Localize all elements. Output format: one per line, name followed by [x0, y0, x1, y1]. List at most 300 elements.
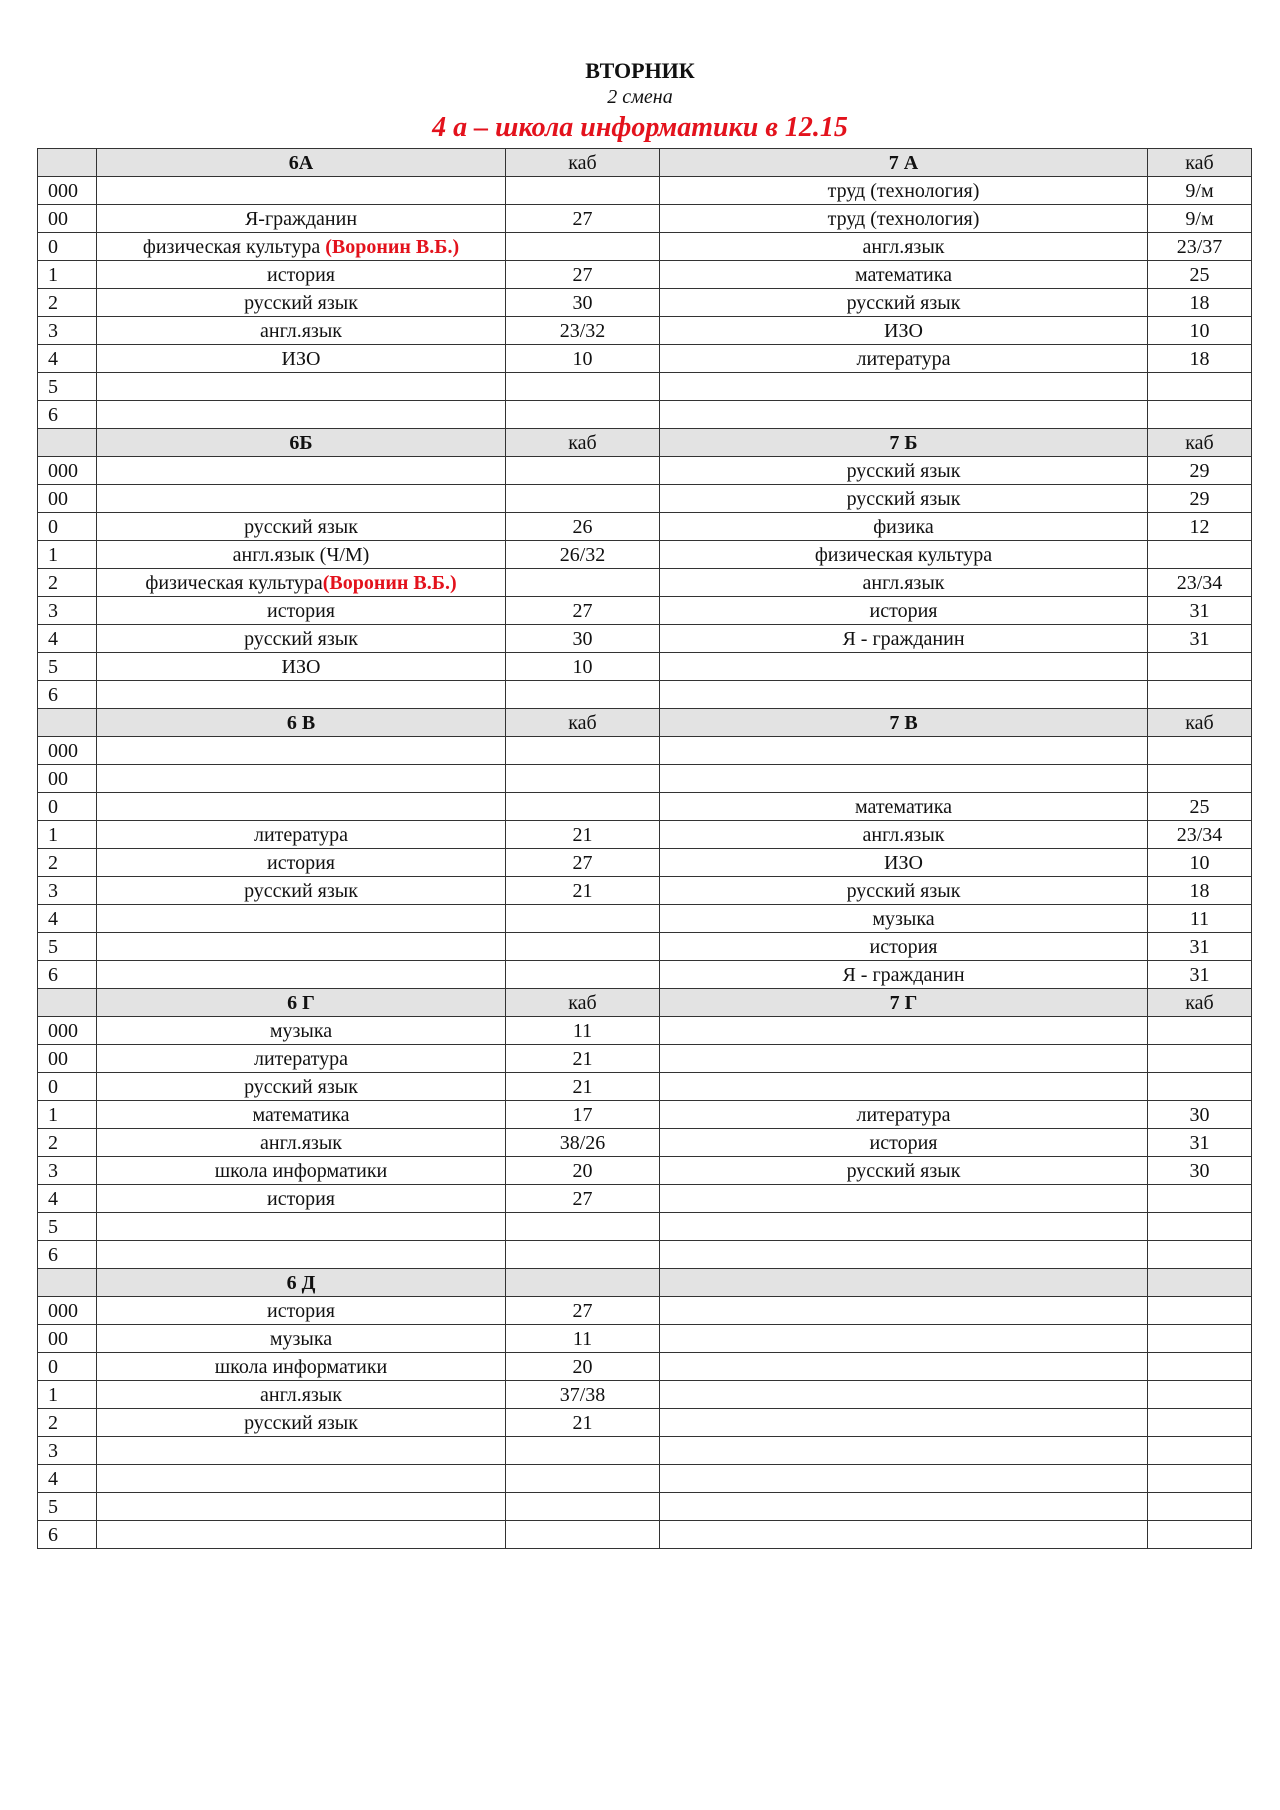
right-room	[1148, 737, 1252, 765]
lesson-row	[38, 317, 1252, 345]
right-subject	[660, 1465, 1148, 1493]
left-subject-cell	[97, 681, 506, 709]
left-subject-cell	[97, 1073, 506, 1101]
right-subject: литература	[660, 345, 1148, 373]
left-room: 27	[506, 849, 660, 877]
left-subject: Я-гражданин	[244, 207, 358, 230]
right-room: 29	[1148, 485, 1252, 513]
left-subject-cell	[97, 1185, 506, 1213]
right-room-header: каб	[1148, 149, 1252, 177]
right-subject	[660, 1185, 1148, 1213]
right-subject	[660, 1409, 1148, 1437]
left-room: 27	[506, 261, 660, 289]
lesson-number: 1	[38, 541, 97, 569]
right-subject: музыка	[660, 905, 1148, 933]
left-subject: русский язык	[244, 515, 358, 538]
lesson-row	[38, 1185, 1252, 1213]
left-subject: литература	[253, 1047, 348, 1070]
left-room	[506, 373, 660, 401]
left-room: 21	[506, 1045, 660, 1073]
lesson-row	[38, 569, 1252, 597]
right-subject: англ.язык	[660, 821, 1148, 849]
left-subject: школа информатики	[214, 1159, 388, 1182]
left-subject-cell	[97, 877, 506, 905]
left-room	[506, 1493, 660, 1521]
right-room: 12	[1148, 513, 1252, 541]
header-blank-cell	[38, 429, 97, 457]
left-room-header: каб	[506, 709, 660, 737]
lesson-row	[38, 457, 1252, 485]
lesson-number: 000	[38, 457, 97, 485]
left-room: 17	[506, 1101, 660, 1129]
left-class-name: 6 Г	[97, 989, 506, 1017]
left-subject-cell	[97, 653, 506, 681]
right-subject	[660, 401, 1148, 429]
left-subject-cell	[97, 765, 506, 793]
right-subject	[660, 1241, 1148, 1269]
left-subject: англ.язык	[259, 319, 342, 342]
left-subject: русский язык	[244, 1075, 358, 1098]
right-room: 23/34	[1148, 821, 1252, 849]
lesson-number: 00	[38, 485, 97, 513]
class-header-row	[38, 149, 1252, 177]
left-subject-cell	[97, 1521, 506, 1549]
left-room-header	[506, 1269, 660, 1297]
right-subject	[660, 737, 1148, 765]
left-room: 26	[506, 513, 660, 541]
lesson-row	[38, 1045, 1252, 1073]
lesson-number: 6	[38, 961, 97, 989]
right-subject: история	[660, 933, 1148, 961]
class-header-row	[38, 709, 1252, 737]
left-room	[506, 569, 660, 597]
right-room: 31	[1148, 625, 1252, 653]
left-subject-cell	[97, 625, 506, 653]
lesson-row	[38, 681, 1252, 709]
right-room	[1148, 541, 1252, 569]
right-room	[1148, 1241, 1252, 1269]
right-room: 25	[1148, 261, 1252, 289]
right-class-name	[660, 1269, 1148, 1297]
right-subject: англ.язык	[660, 233, 1148, 261]
left-room	[506, 401, 660, 429]
right-class-name: 7 Б	[660, 429, 1148, 457]
right-subject	[660, 1045, 1148, 1073]
left-room	[506, 961, 660, 989]
right-subject	[660, 765, 1148, 793]
right-room	[1148, 1297, 1252, 1325]
left-subject-cell	[97, 849, 506, 877]
left-subject-cell	[97, 933, 506, 961]
left-room: 10	[506, 653, 660, 681]
right-class-name: 7 В	[660, 709, 1148, 737]
header-blank-cell	[38, 149, 97, 177]
lesson-number: 000	[38, 737, 97, 765]
lesson-row	[38, 1101, 1252, 1129]
left-subject-cell	[97, 1325, 506, 1353]
right-class-name: 7 Г	[660, 989, 1148, 1017]
lesson-row	[38, 1073, 1252, 1101]
lesson-number: 2	[38, 849, 97, 877]
left-room: 37/38	[506, 1381, 660, 1409]
left-subject: история	[267, 599, 335, 622]
left-room	[506, 765, 660, 793]
lesson-row	[38, 177, 1252, 205]
left-room: 21	[506, 1409, 660, 1437]
left-subject-cell	[97, 1353, 506, 1381]
lesson-row	[38, 1157, 1252, 1185]
lesson-number: 4	[38, 1465, 97, 1493]
right-room	[1148, 1017, 1252, 1045]
left-room	[506, 1241, 660, 1269]
right-subject	[660, 681, 1148, 709]
left-room-header: каб	[506, 429, 660, 457]
left-subject-cell	[97, 961, 506, 989]
right-room-header: каб	[1148, 429, 1252, 457]
right-room: 31	[1148, 1129, 1252, 1157]
right-subject	[660, 1325, 1148, 1353]
left-room: 27	[506, 1185, 660, 1213]
right-room	[1148, 1045, 1252, 1073]
left-room	[506, 1437, 660, 1465]
lesson-row	[38, 401, 1252, 429]
left-subject: история	[267, 851, 335, 874]
left-room: 26/32	[506, 541, 660, 569]
lesson-number: 5	[38, 653, 97, 681]
lesson-row	[38, 1325, 1252, 1353]
lesson-row	[38, 597, 1252, 625]
right-subject	[660, 373, 1148, 401]
lesson-number: 5	[38, 933, 97, 961]
left-subject-cell	[97, 1465, 506, 1493]
header-blank-cell	[38, 709, 97, 737]
right-subject	[660, 1493, 1148, 1521]
lesson-number: 2	[38, 1129, 97, 1157]
left-subject: англ.язык	[259, 1131, 342, 1154]
lesson-row	[38, 1129, 1252, 1157]
left-subject-cell	[97, 1493, 506, 1521]
left-subject: история	[267, 263, 335, 286]
lesson-number: 00	[38, 765, 97, 793]
lesson-number: 1	[38, 1381, 97, 1409]
right-room: 11	[1148, 905, 1252, 933]
lesson-number: 000	[38, 1297, 97, 1325]
left-room	[506, 1465, 660, 1493]
right-room: 9/м	[1148, 205, 1252, 233]
left-room	[506, 1213, 660, 1241]
lesson-number: 1	[38, 1101, 97, 1129]
teacher-name: (Воронин В.Б.)	[325, 235, 460, 258]
lesson-row	[38, 373, 1252, 401]
right-subject: труд (технология)	[660, 205, 1148, 233]
right-room: 10	[1148, 849, 1252, 877]
right-room	[1148, 373, 1252, 401]
left-room: 20	[506, 1353, 660, 1381]
lesson-number: 00	[38, 1045, 97, 1073]
left-subject-cell	[97, 1297, 506, 1325]
left-subject-cell	[97, 597, 506, 625]
left-class-name: 6Б	[97, 429, 506, 457]
right-subject	[660, 1017, 1148, 1045]
header-blank-cell	[38, 989, 97, 1017]
left-subject: ИЗО	[281, 655, 321, 678]
left-subject-cell	[97, 737, 506, 765]
lesson-row	[38, 821, 1252, 849]
left-room	[506, 457, 660, 485]
lesson-row	[38, 1437, 1252, 1465]
page-title: ВТОРНИК	[585, 58, 695, 83]
right-subject: Я - гражданин	[660, 625, 1148, 653]
left-subject-cell	[97, 485, 506, 513]
lesson-row	[38, 205, 1252, 233]
lesson-number: 3	[38, 317, 97, 345]
right-room	[1148, 1409, 1252, 1437]
left-subject-cell	[97, 1213, 506, 1241]
lesson-number: 0	[38, 1073, 97, 1101]
lesson-row	[38, 513, 1252, 541]
left-subject-cell	[97, 1409, 506, 1437]
lesson-number: 2	[38, 569, 97, 597]
right-subject: математика	[660, 793, 1148, 821]
left-room	[506, 681, 660, 709]
class-header-row	[38, 989, 1252, 1017]
left-subject-cell	[97, 205, 506, 233]
lesson-row	[38, 1521, 1252, 1549]
lesson-row	[38, 233, 1252, 261]
left-subject: русский язык	[244, 1411, 358, 1434]
left-subject-cell	[97, 373, 506, 401]
left-subject: русский язык	[244, 627, 358, 650]
lesson-row	[38, 849, 1252, 877]
right-subject: русский язык	[660, 877, 1148, 905]
left-subject-cell	[97, 1101, 506, 1129]
lesson-row	[38, 345, 1252, 373]
left-subject: школа информатики	[214, 1355, 388, 1378]
lesson-number: 5	[38, 1493, 97, 1521]
left-class-name: 6 В	[97, 709, 506, 737]
left-room	[506, 1521, 660, 1549]
lesson-number: 3	[38, 1437, 97, 1465]
right-room: 23/34	[1148, 569, 1252, 597]
left-room	[506, 233, 660, 261]
left-subject: англ.язык	[259, 1383, 342, 1406]
left-subject: физическая культура	[145, 571, 323, 594]
right-room: 18	[1148, 345, 1252, 373]
left-subject-cell	[97, 1017, 506, 1045]
lesson-row	[38, 1213, 1252, 1241]
lesson-number: 6	[38, 401, 97, 429]
lesson-row	[38, 541, 1252, 569]
left-room: 21	[506, 1073, 660, 1101]
left-subject-cell	[97, 261, 506, 289]
header-blank-cell	[38, 1269, 97, 1297]
lesson-number: 6	[38, 1241, 97, 1269]
lesson-number: 6	[38, 1521, 97, 1549]
left-room: 20	[506, 1157, 660, 1185]
left-subject-cell	[97, 177, 506, 205]
left-subject-cell	[97, 905, 506, 933]
right-subject: математика	[660, 261, 1148, 289]
right-subject: русский язык	[660, 457, 1148, 485]
right-room	[1148, 1381, 1252, 1409]
right-subject	[660, 653, 1148, 681]
left-subject-cell	[97, 513, 506, 541]
lesson-number: 3	[38, 877, 97, 905]
right-room	[1148, 1437, 1252, 1465]
left-subject: музыка	[269, 1327, 333, 1350]
right-room	[1148, 1073, 1252, 1101]
lesson-row	[38, 485, 1252, 513]
lesson-row	[38, 933, 1252, 961]
left-room: 27	[506, 205, 660, 233]
right-subject: труд (технология)	[660, 177, 1148, 205]
left-class-name: 6 Д	[97, 1269, 506, 1297]
right-room	[1148, 401, 1252, 429]
left-room: 27	[506, 1297, 660, 1325]
lesson-row	[38, 653, 1252, 681]
right-subject: история	[660, 597, 1148, 625]
right-subject: физическая культура	[660, 541, 1148, 569]
lesson-number: 4	[38, 1185, 97, 1213]
left-room: 21	[506, 821, 660, 849]
right-subject	[660, 1353, 1148, 1381]
left-subject-cell	[97, 1437, 506, 1465]
left-subject-cell	[97, 541, 506, 569]
left-room: 10	[506, 345, 660, 373]
lesson-number: 6	[38, 681, 97, 709]
left-room: 27	[506, 597, 660, 625]
right-room: 18	[1148, 877, 1252, 905]
left-subject-cell	[97, 821, 506, 849]
lesson-row	[38, 1409, 1252, 1437]
lesson-row	[38, 905, 1252, 933]
right-subject	[660, 1521, 1148, 1549]
left-subject-cell	[97, 345, 506, 373]
left-room-header: каб	[506, 989, 660, 1017]
lesson-number: 0	[38, 1353, 97, 1381]
left-room: 23/32	[506, 317, 660, 345]
right-room: 29	[1148, 457, 1252, 485]
left-room: 11	[506, 1325, 660, 1353]
right-class-name: 7 А	[660, 149, 1148, 177]
left-subject-cell	[97, 1381, 506, 1409]
right-room: 18	[1148, 289, 1252, 317]
right-subject	[660, 1213, 1148, 1241]
left-subject-cell	[97, 317, 506, 345]
right-room	[1148, 1493, 1252, 1521]
right-room: 9/м	[1148, 177, 1252, 205]
right-subject: русский язык	[660, 1157, 1148, 1185]
right-room: 23/37	[1148, 233, 1252, 261]
lesson-row	[38, 793, 1252, 821]
right-subject	[660, 1381, 1148, 1409]
right-room: 25	[1148, 793, 1252, 821]
lesson-row	[38, 1493, 1252, 1521]
left-room	[506, 905, 660, 933]
lesson-row	[38, 1381, 1252, 1409]
lesson-number: 0	[38, 793, 97, 821]
lesson-number: 1	[38, 821, 97, 849]
left-subject-cell	[97, 1241, 506, 1269]
left-room	[506, 737, 660, 765]
lesson-number: 1	[38, 261, 97, 289]
teacher-name: (Воронин В.Б.)	[322, 571, 457, 594]
left-room	[506, 793, 660, 821]
lesson-row	[38, 961, 1252, 989]
left-subject: ИЗО	[281, 347, 321, 370]
lesson-number: 0	[38, 233, 97, 261]
left-subject-cell	[97, 793, 506, 821]
lesson-number: 4	[38, 345, 97, 373]
lesson-number: 00	[38, 1325, 97, 1353]
left-room: 30	[506, 625, 660, 653]
left-subject-cell	[97, 1045, 506, 1073]
lesson-number: 00	[38, 205, 97, 233]
lesson-row	[38, 261, 1252, 289]
left-subject: физическая культура	[142, 235, 326, 258]
left-subject: литература	[253, 823, 348, 846]
right-room-header	[1148, 1269, 1252, 1297]
left-subject: музыка	[269, 1019, 333, 1042]
right-room	[1148, 1213, 1252, 1241]
lesson-number: 2	[38, 289, 97, 317]
right-subject	[660, 1073, 1148, 1101]
right-room	[1148, 653, 1252, 681]
right-subject: ИЗО	[660, 849, 1148, 877]
right-room: 10	[1148, 317, 1252, 345]
left-room: 30	[506, 289, 660, 317]
lesson-row	[38, 1017, 1252, 1045]
lesson-row	[38, 625, 1252, 653]
right-room: 31	[1148, 597, 1252, 625]
left-subject-cell	[97, 401, 506, 429]
lesson-number: 4	[38, 905, 97, 933]
lesson-row	[38, 1297, 1252, 1325]
right-subject: Я - гражданин	[660, 961, 1148, 989]
right-subject: история	[660, 1129, 1148, 1157]
left-subject-cell	[97, 569, 506, 597]
left-room	[506, 933, 660, 961]
left-room: 11	[506, 1017, 660, 1045]
left-subject-cell	[97, 289, 506, 317]
right-subject: литература	[660, 1101, 1148, 1129]
lesson-number: 000	[38, 1017, 97, 1045]
left-room-header: каб	[506, 149, 660, 177]
left-subject-cell	[97, 1129, 506, 1157]
left-subject: история	[267, 1187, 335, 1210]
shift-subtitle: 2 смена	[607, 86, 673, 108]
lesson-number: 3	[38, 597, 97, 625]
right-room	[1148, 681, 1252, 709]
right-subject: англ.язык	[660, 569, 1148, 597]
right-room	[1148, 1185, 1252, 1213]
right-room: 31	[1148, 933, 1252, 961]
schedule-table	[37, 148, 1252, 1549]
left-room: 21	[506, 877, 660, 905]
lesson-row	[38, 1465, 1252, 1493]
right-subject: русский язык	[660, 289, 1148, 317]
lesson-number: 4	[38, 625, 97, 653]
lesson-number: 2	[38, 1409, 97, 1437]
right-subject: ИЗО	[660, 317, 1148, 345]
left-room: 38/26	[506, 1129, 660, 1157]
right-room	[1148, 1353, 1252, 1381]
right-subject: русский язык	[660, 485, 1148, 513]
lesson-row	[38, 1353, 1252, 1381]
left-subject: англ.язык (Ч/М)	[232, 543, 370, 566]
left-class-name: 6А	[97, 149, 506, 177]
lesson-row	[38, 877, 1252, 905]
